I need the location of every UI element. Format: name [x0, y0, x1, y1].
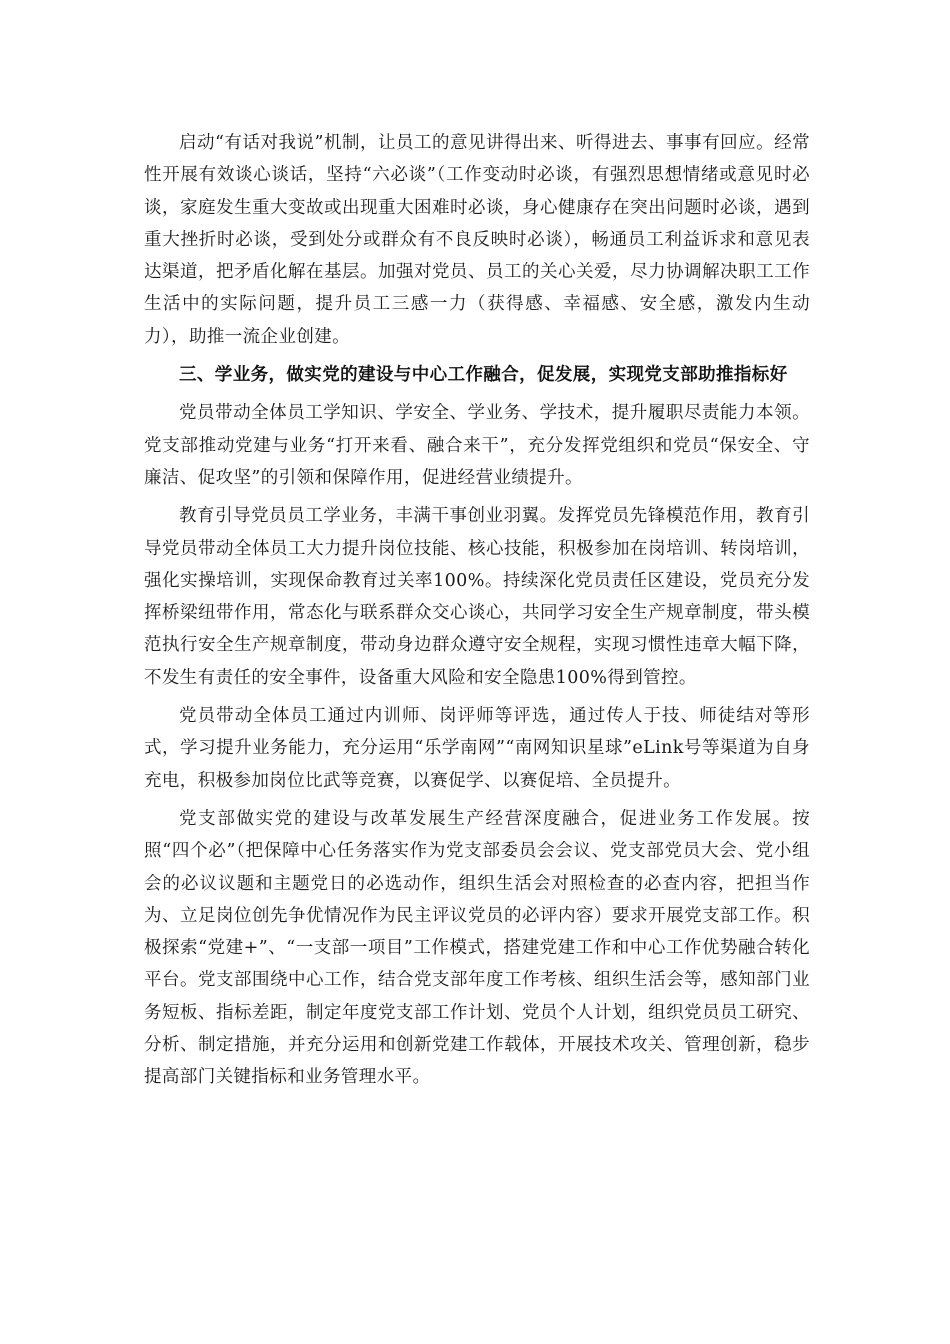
paragraph-education-guidance: 教育引导党员员工学业务，丰满干事创业羽翼。发挥党员先锋模范作用，教育引导党员带动全体员工大力提升岗位技能、核心技能，积极参加在岗培训、转岗培训，强化实操培训，实现保命教育过关率100%。持续深化党员责任区建设，党员充分发挥桥梁纽带作用，常态化与联系群众交心谈心，共同学习安全生产规章制度，带头模范执行安全生产规章制度，带动身边群众遵守安全规程，实现习惯性违章大幅下降，不发生有责任的安全事件，设备重大风险和安全隐患100%得到管控。: [144, 506, 810, 688]
paragraph-learning-overview: 党员带动全体员工学知识、学安全、学业务、学技术，提升履职尽责能力本领。党支部推动党建与业务“打开来看、融合来干”，充分发挥党组织和党员“保安全、守廉洁、促攻坚”的引领和保障作用，促进经营业绩提升。: [144, 403, 810, 488]
paragraph-talk-mechanism: 启动“有话对我说”机制，让员工的意见讲得出来、听得进去、事事有回应。经常性开展有效谈心谈话，坚持“六必谈”（工作变动时必谈，有强烈思想情绪或意见时必谈，家庭发生重大变故或出现重大困难时必谈，身心健康存在突出问题时必谈，遇到重大挫折时必谈，受到处分或群众有不良反映时必谈），畅通员工利益诉求和意见表达渠道，把矛盾化解在基层。加强对党员、员工的关心关爱，尽力协调解决职工工作生活中的实际问题，提升员工三感一力（获得感、幸福感、安全感，激发内生动力），助推一流企业创建。: [144, 133, 810, 347]
section-heading-three: 三、学业务，做实党的建设与中心工作融合，促发展，实现党支部助推指标好: [179, 365, 788, 386]
paragraph-skill-improvement: 党员带动全体员工通过内训师、岗评师等评选，通过传人于技、师徒结对等形式，学习提升业务能力，充分运用“乐学南网”“南网知识星球”eLink号等渠道为自身充电，积极参加岗位比武等竞赛，以赛促学、以赛促培、全员提升。: [144, 706, 810, 791]
document-body: [144, 127, 810, 1100]
paragraph-party-integration: 党支部做实党的建设与改革发展生产经营深度融合，促进业务工作发展。按照“四个必”（把保障中心任务落实作为党支部委员会会议、党支部党员大会、党小组会的必议议题和主题党日的必选动作，组织生活会对照检查的必查内容，把担当作为、立足岗位创先争优情况作为民主评议党员的必评内容）要求开展党支部工作。积极探索“党建+”、“一支部一项目”工作模式，搭建党建工作和中心工作优势融合转化平台。党支部围绕中心工作，结合党支部年度工作考核、组织生活会等，感知部门业务短板、指标差距，制定年度党支部工作计划、党员个人计划，组织党员员工研究、分析、制定措施，并充分运用和创新党建工作载体，开展技术攻关、管理创新，稳步提高部门关键指标和业务管理水平。: [144, 808, 810, 1088]
